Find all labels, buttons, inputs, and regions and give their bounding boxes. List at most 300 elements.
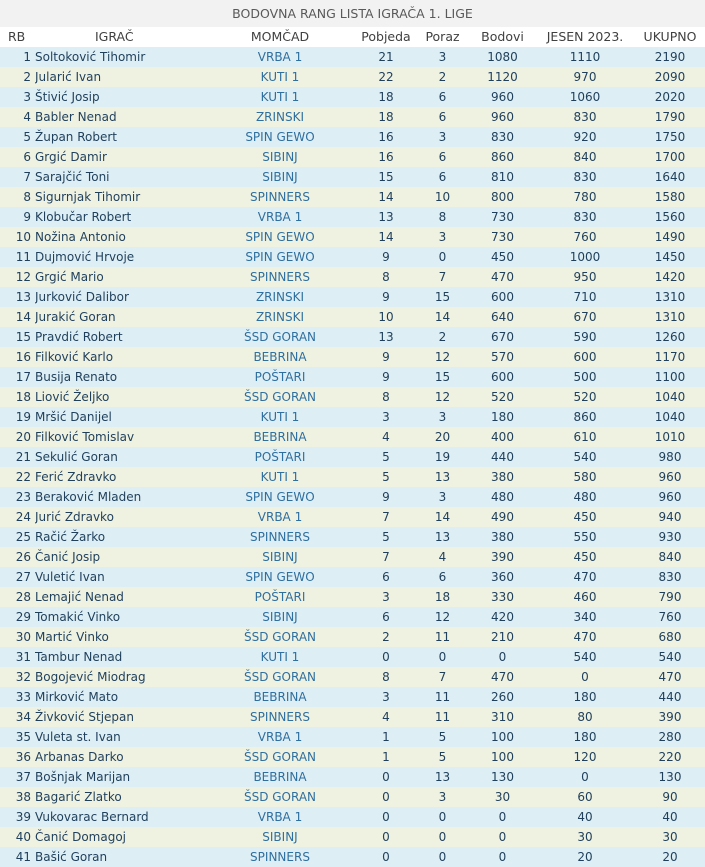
cell-rb: 33: [15, 690, 31, 704]
cell-bodovi: 0: [498, 650, 507, 664]
cell-ukupno: 440: [658, 690, 682, 704]
table-row: [0, 267, 705, 287]
cell-pobjeda: 10: [378, 310, 394, 324]
cell-bodovi: 180: [491, 410, 514, 424]
cell-pobjeda: 16: [378, 150, 394, 164]
cell-pobjeda: 6: [382, 610, 390, 624]
cell-rb: 10: [15, 230, 31, 244]
cell-momcad: SPIN GEWO: [245, 250, 315, 264]
header-poraz: Poraz: [425, 29, 460, 44]
cell-pobjeda: 13: [378, 210, 394, 224]
cell-poraz: 13: [434, 770, 451, 784]
cell-pobjeda: 2: [382, 630, 390, 644]
table-row: [0, 107, 705, 127]
cell-igrac: Mršić Danijel: [35, 410, 112, 424]
cell-pobjeda: 3: [382, 690, 390, 704]
cell-bodovi: 1120: [487, 70, 518, 84]
header-rb: RB: [8, 29, 26, 44]
cell-pobjeda: 0: [382, 850, 390, 864]
cell-igrac: Tambur Nenad: [35, 650, 123, 664]
cell-poraz: 12: [434, 390, 451, 404]
table-row: [0, 447, 705, 467]
cell-bodovi: 420: [491, 610, 514, 624]
cell-ukupno: 1700: [654, 150, 686, 164]
cell-poraz: 0: [438, 250, 447, 264]
cell-momcad: SPINNERS: [250, 850, 310, 864]
cell-bodovi: 520: [491, 390, 514, 404]
cell-momcad: BEBRINA: [253, 770, 307, 784]
cell-pobjeda: 9: [382, 370, 390, 384]
cell-bodovi: 400: [491, 430, 514, 444]
table-row: [0, 807, 705, 827]
cell-pobjeda: 0: [382, 650, 390, 664]
table-row: [0, 247, 705, 267]
cell-poraz: 6: [438, 90, 447, 104]
cell-jesen: 500: [573, 370, 597, 384]
table-row: [0, 727, 705, 747]
cell-ukupno: 280: [658, 730, 682, 744]
table-row: [0, 787, 705, 807]
cell-igrac: Tomakić Vinko: [35, 610, 121, 624]
cell-momcad: ŠSD GORAN: [243, 790, 317, 804]
cell-poraz: 15: [434, 370, 451, 384]
cell-bodovi: 450: [491, 250, 514, 264]
cell-ukupno: 2190: [654, 50, 686, 64]
cell-pobjeda: 14: [378, 230, 394, 244]
cell-bodovi: 0: [498, 810, 507, 824]
cell-bodovi: 600: [491, 370, 514, 384]
table-row: [0, 427, 705, 447]
cell-jesen: 470: [573, 630, 597, 644]
cell-jesen: 540: [573, 650, 597, 664]
cell-momcad: KUTI 1: [260, 650, 300, 664]
cell-ukupno: 1100: [654, 370, 686, 384]
cell-ukupno: 1010: [654, 430, 686, 444]
header-ukupno: UKUPNO: [643, 29, 697, 44]
cell-igrac: Filković Tomislav: [35, 430, 135, 444]
cell-ukupno: 960: [658, 490, 682, 504]
cell-jesen: 340: [573, 610, 597, 624]
cell-poraz: 18: [434, 590, 451, 604]
cell-poraz: 20: [434, 430, 451, 444]
cell-jesen: 600: [573, 350, 597, 364]
cell-rb: 3: [23, 90, 31, 104]
cell-bodovi: 380: [491, 470, 514, 484]
cell-poraz: 13: [434, 530, 451, 544]
cell-momcad: SPIN GEWO: [245, 490, 315, 504]
table-row: [0, 767, 705, 787]
cell-ukupno: 40: [662, 810, 678, 824]
table-row: [0, 527, 705, 547]
cell-ukupno: 1310: [654, 310, 686, 324]
cell-poraz: 0: [438, 650, 447, 664]
cell-pobjeda: 22: [378, 70, 394, 84]
cell-igrac: Grgić Mario: [35, 270, 104, 284]
table-row: [0, 367, 705, 387]
cell-bodovi: 470: [491, 270, 514, 284]
cell-pobjeda: 7: [382, 510, 390, 524]
cell-pobjeda: 8: [382, 390, 390, 404]
cell-igrac: Sekulić Goran: [35, 450, 118, 464]
cell-ukupno: 1260: [654, 330, 686, 344]
cell-jesen: 520: [573, 390, 597, 404]
cell-jesen: 1060: [569, 90, 601, 104]
cell-pobjeda: 9: [382, 250, 390, 264]
cell-pobjeda: 1: [382, 730, 390, 744]
cell-igrac: Štivić Josip: [35, 90, 100, 104]
cell-rb: 4: [23, 110, 31, 124]
cell-poraz: 6: [438, 110, 447, 124]
cell-jesen: 840: [573, 150, 597, 164]
cell-jesen: 860: [573, 410, 597, 424]
cell-pobjeda: 0: [382, 790, 390, 804]
cell-poraz: 19: [434, 450, 451, 464]
cell-jesen: 30: [577, 830, 593, 844]
cell-bodovi: 570: [491, 350, 514, 364]
cell-rb: 15: [15, 330, 31, 344]
cell-poraz: 0: [438, 810, 447, 824]
cell-poraz: 8: [438, 210, 447, 224]
cell-rb: 2: [23, 70, 31, 84]
cell-ukupno: 840: [658, 550, 682, 564]
cell-pobjeda: 13: [378, 330, 394, 344]
cell-pobjeda: 14: [378, 190, 394, 204]
cell-rb: 20: [15, 430, 31, 444]
cell-ukupno: 130: [658, 770, 682, 784]
cell-jesen: 470: [573, 570, 597, 584]
cell-ukupno: 1640: [654, 170, 686, 184]
cell-rb: 35: [15, 730, 31, 744]
cell-jesen: 60: [577, 790, 593, 804]
cell-bodovi: 490: [491, 510, 514, 524]
cell-pobjeda: 9: [382, 490, 390, 504]
sheet-title: BODOVNA RANG LISTA IGRAČA 1. LIGE: [0, 0, 705, 27]
cell-pobjeda: 5: [382, 470, 390, 484]
table-row: [0, 287, 705, 307]
cell-jesen: 580: [573, 470, 597, 484]
cell-poraz: 11: [434, 690, 451, 704]
cell-momcad: SIBINJ: [262, 150, 298, 164]
table-row: [0, 747, 705, 767]
cell-bodovi: 640: [491, 310, 514, 324]
cell-jesen: 830: [573, 110, 597, 124]
cell-pobjeda: 18: [378, 110, 394, 124]
cell-rb: 18: [15, 390, 31, 404]
cell-ukupno: 830: [658, 570, 682, 584]
cell-pobjeda: 1: [382, 750, 390, 764]
cell-rb: 8: [23, 190, 31, 204]
cell-ukupno: 90: [662, 790, 678, 804]
cell-rb: 12: [15, 270, 31, 284]
cell-ukupno: 960: [658, 470, 682, 484]
table-row: [0, 67, 705, 87]
cell-momcad: KUTI 1: [260, 90, 300, 104]
cell-rb: 27: [15, 570, 31, 584]
table-row: [0, 487, 705, 507]
cell-jesen: 180: [573, 690, 597, 704]
cell-ukupno: 980: [658, 450, 682, 464]
table-row: [0, 507, 705, 527]
cell-ukupno: 1420: [654, 270, 686, 284]
cell-poraz: 10: [434, 190, 451, 204]
table-row: [0, 347, 705, 367]
cell-igrac: Jurković Dalibor: [35, 290, 129, 304]
cell-rb: 34: [15, 710, 31, 724]
cell-momcad: ZRINSKI: [255, 310, 305, 324]
cell-jesen: 830: [573, 170, 597, 184]
cell-igrac: Lemajić Nenad: [35, 590, 124, 604]
table-row: [0, 647, 705, 667]
cell-momcad: KUTI 1: [260, 70, 300, 84]
cell-igrac: Nožina Antonio: [35, 230, 126, 244]
cell-poraz: 4: [438, 550, 447, 564]
cell-ukupno: 390: [658, 710, 682, 724]
cell-poraz: 2: [438, 70, 447, 84]
cell-pobjeda: 5: [382, 530, 390, 544]
cell-ukupno: 1170: [654, 350, 686, 364]
cell-momcad: SPINNERS: [250, 710, 310, 724]
cell-momcad: POŠTARI: [254, 590, 306, 604]
cell-bodovi: 600: [491, 290, 514, 304]
cell-bodovi: 360: [491, 570, 514, 584]
cell-igrac: Grgić Damir: [35, 150, 107, 164]
cell-momcad: VRBA 1: [257, 50, 303, 64]
cell-momcad: ŠSD GORAN: [243, 670, 317, 684]
cell-poraz: 3: [438, 410, 447, 424]
cell-rb: 28: [15, 590, 31, 604]
cell-ukupno: 1450: [654, 250, 686, 264]
cell-ukupno: 680: [658, 630, 682, 644]
cell-bodovi: 210: [491, 630, 514, 644]
cell-poraz: 15: [434, 290, 451, 304]
cell-poraz: 0: [438, 830, 447, 844]
cell-jesen: 480: [573, 490, 597, 504]
cell-rb: 16: [15, 350, 31, 364]
cell-rb: 29: [15, 610, 31, 624]
cell-igrac: Čanić Domagoj: [35, 830, 127, 844]
cell-momcad: SIBINJ: [262, 830, 298, 844]
cell-momcad: BEBRINA: [253, 350, 307, 364]
cell-rb: 5: [23, 130, 31, 144]
cell-igrac: Klobučar Robert: [35, 210, 132, 224]
cell-igrac: Čanić Josip: [35, 550, 101, 564]
cell-rb: 22: [15, 470, 31, 484]
cell-jesen: 670: [573, 310, 597, 324]
cell-momcad: VRBA 1: [257, 810, 303, 824]
header-jesen: JESEN 2023.: [546, 29, 624, 44]
cell-poraz: 3: [438, 50, 447, 64]
cell-jesen: 550: [573, 530, 597, 544]
cell-poraz: 6: [438, 170, 447, 184]
cell-ukupno: 940: [658, 510, 682, 524]
table-row: [0, 167, 705, 187]
cell-momcad: BEBRINA: [253, 690, 307, 704]
cell-jesen: 0: [581, 770, 589, 784]
cell-jesen: 460: [573, 590, 597, 604]
cell-jesen: 970: [573, 70, 597, 84]
cell-momcad: ZRINSKI: [255, 290, 305, 304]
cell-rb: 24: [15, 510, 31, 524]
cell-bodovi: 730: [491, 210, 514, 224]
cell-momcad: ZRINSKI: [255, 110, 305, 124]
table-body: [0, 47, 705, 867]
cell-rb: 25: [15, 530, 31, 544]
cell-pobjeda: 3: [382, 410, 390, 424]
cell-igrac: Vuletić Ivan: [35, 570, 105, 584]
table-row: [0, 407, 705, 427]
cell-poraz: 12: [434, 350, 451, 364]
cell-igrac: Arbanas Darko: [35, 750, 124, 764]
cell-bodovi: 1080: [487, 50, 518, 64]
cell-bodovi: 30: [494, 790, 511, 804]
cell-igrac: Vukovarac Bernard: [35, 810, 149, 824]
cell-jesen: 1000: [569, 250, 601, 264]
cell-poraz: 2: [438, 330, 447, 344]
cell-bodovi: 440: [491, 450, 514, 464]
cell-pobjeda: 21: [378, 50, 394, 64]
table-row: [0, 187, 705, 207]
cell-bodovi: 100: [491, 730, 514, 744]
table-row: [0, 127, 705, 147]
cell-jesen: 40: [577, 810, 593, 824]
table-row: [0, 607, 705, 627]
cell-momcad: SIBINJ: [262, 170, 298, 184]
cell-ukupno: 1790: [654, 110, 686, 124]
cell-momcad: SIBINJ: [262, 610, 298, 624]
table-row: [0, 147, 705, 167]
cell-igrac: Ferić Zdravko: [35, 470, 117, 484]
cell-igrac: Bašić Goran: [35, 850, 108, 864]
cell-momcad: SPIN GEWO: [245, 230, 315, 244]
cell-igrac: Račić Žarko: [35, 530, 106, 544]
cell-igrac: Župan Robert: [35, 130, 117, 144]
cell-jesen: 610: [573, 430, 597, 444]
cell-momcad: SIBINJ: [262, 550, 298, 564]
cell-ukupno: 790: [658, 590, 682, 604]
cell-pobjeda: 7: [382, 550, 390, 564]
cell-rb: 17: [15, 370, 31, 384]
cell-igrac: Jurakić Goran: [35, 310, 116, 324]
cell-jesen: 450: [573, 550, 597, 564]
cell-jesen: 760: [573, 230, 597, 244]
header-igrac: IGRAČ: [95, 29, 134, 44]
cell-poraz: 6: [438, 150, 447, 164]
cell-pobjeda: 18: [378, 90, 394, 104]
cell-ukupno: 1750: [654, 130, 686, 144]
cell-bodovi: 330: [491, 590, 514, 604]
cell-igrac: Dujmović Hrvoje: [35, 250, 135, 264]
table-row: [0, 567, 705, 587]
cell-rb: 19: [15, 410, 31, 424]
cell-igrac: Bogojević Miodrag: [35, 670, 146, 684]
cell-pobjeda: 8: [382, 670, 390, 684]
cell-bodovi: 960: [491, 90, 514, 104]
cell-jesen: 1110: [569, 50, 601, 64]
cell-ukupno: 760: [658, 610, 682, 624]
cell-jesen: 450: [573, 510, 597, 524]
cell-bodovi: 0: [498, 850, 507, 864]
cell-ukupno: 1560: [654, 210, 686, 224]
cell-igrac: Mirković Mato: [35, 690, 119, 704]
table-row: [0, 587, 705, 607]
cell-momcad: ŠSD GORAN: [243, 750, 317, 764]
cell-poraz: 3: [438, 230, 447, 244]
cell-momcad: ŠSD GORAN: [243, 390, 317, 404]
cell-momcad: KUTI 1: [260, 470, 300, 484]
cell-momcad: ŠSD GORAN: [243, 330, 317, 344]
cell-poraz: 12: [434, 610, 451, 624]
table-row: [0, 327, 705, 347]
cell-rb: 30: [15, 630, 31, 644]
cell-igrac: Bošnjak Marijan: [35, 770, 131, 784]
cell-bodovi: 470: [491, 670, 514, 684]
cell-momcad: POŠTARI: [254, 370, 306, 384]
cell-rb: 31: [15, 650, 31, 664]
table-row: [0, 667, 705, 687]
cell-pobjeda: 6: [382, 570, 390, 584]
cell-jesen: 920: [573, 130, 597, 144]
cell-rb: 1: [23, 50, 31, 64]
cell-ukupno: 30: [662, 830, 678, 844]
cell-momcad: VRBA 1: [257, 730, 303, 744]
cell-poraz: 11: [434, 710, 451, 724]
cell-ukupno: 2090: [654, 70, 686, 84]
cell-bodovi: 390: [491, 550, 514, 564]
cell-momcad: VRBA 1: [257, 510, 303, 524]
cell-momcad: VRBA 1: [257, 210, 303, 224]
cell-igrac: Vuleta st. Ivan: [35, 730, 121, 744]
cell-bodovi: 830: [491, 130, 514, 144]
cell-poraz: 14: [434, 510, 451, 524]
cell-igrac: Liović Željko: [35, 390, 110, 404]
cell-momcad: SPIN GEWO: [245, 570, 315, 584]
table-row: [0, 627, 705, 647]
cell-rb: 14: [15, 310, 31, 324]
cell-rb: 11: [15, 250, 31, 264]
cell-pobjeda: 0: [382, 830, 390, 844]
table-row: [0, 307, 705, 327]
cell-jesen: 830: [573, 210, 597, 224]
cell-bodovi: 480: [491, 490, 514, 504]
cell-rb: 9: [23, 210, 31, 224]
cell-rb: 37: [15, 770, 31, 784]
table-row: [0, 387, 705, 407]
cell-momcad: SPINNERS: [250, 190, 310, 204]
cell-igrac: Soltoković Tihomir: [35, 50, 146, 64]
cell-bodovi: 130: [491, 770, 514, 784]
cell-bodovi: 380: [491, 530, 514, 544]
cell-ukupno: 1040: [654, 410, 686, 424]
cell-rb: 40: [15, 830, 31, 844]
cell-igrac: Sarajčić Toni: [35, 170, 110, 184]
cell-igrac: Živković Stjepan: [35, 710, 134, 724]
table-row: [0, 847, 705, 867]
table-row: [0, 207, 705, 227]
header-pobjeda: Pobjeda: [361, 29, 411, 44]
cell-rb: 26: [15, 550, 31, 564]
table-row: [0, 47, 705, 67]
cell-jesen: 540: [573, 450, 597, 464]
cell-igrac: Bagarić Zlatko: [35, 790, 122, 804]
cell-poraz: 5: [438, 750, 447, 764]
cell-rb: 39: [15, 810, 31, 824]
cell-poraz: 7: [438, 670, 447, 684]
table-row: [0, 87, 705, 107]
cell-pobjeda: 3: [382, 590, 390, 604]
cell-pobjeda: 15: [378, 170, 394, 184]
cell-ukupno: 1490: [654, 230, 686, 244]
cell-igrac: Jurić Zdravko: [35, 510, 114, 524]
